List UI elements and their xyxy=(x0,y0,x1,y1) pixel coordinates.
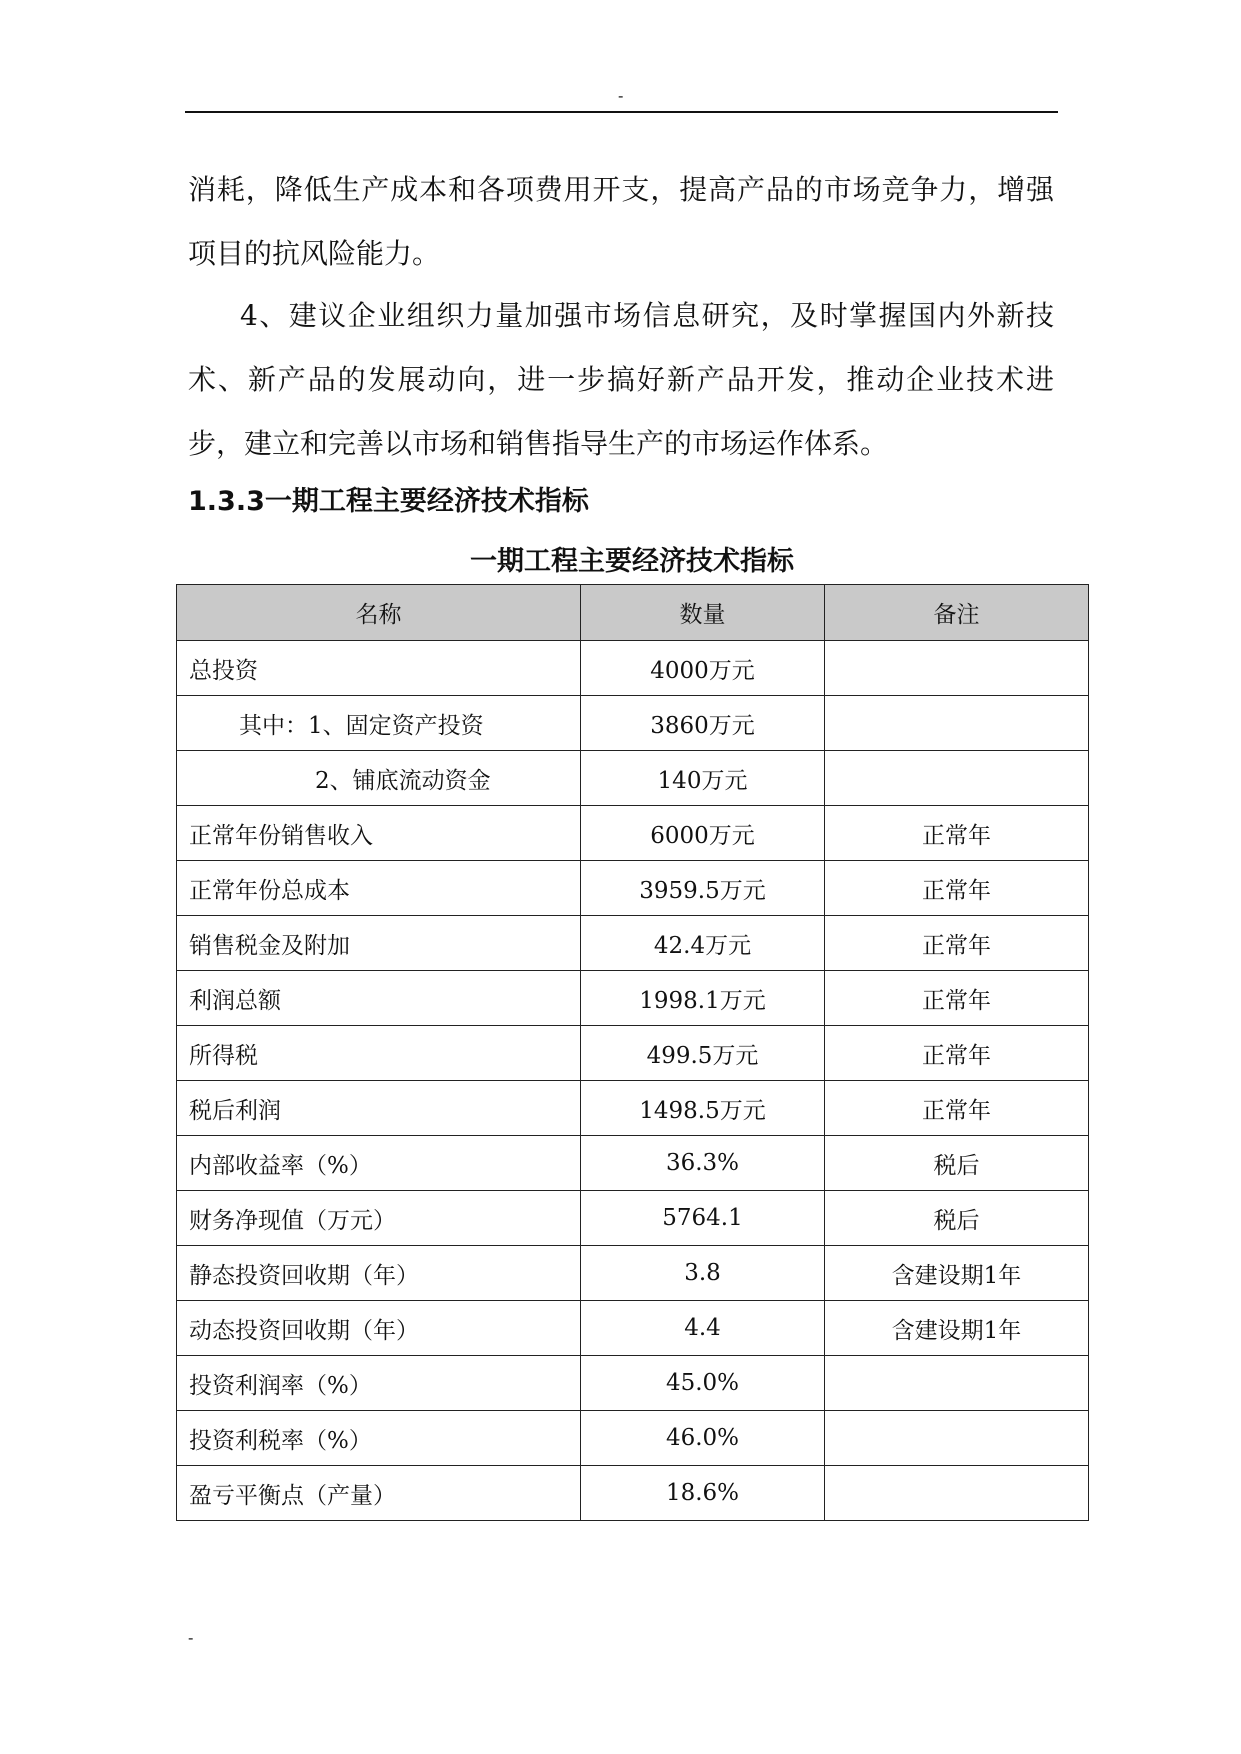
row-note xyxy=(825,751,1089,806)
row-quantity: 18.6% xyxy=(581,1466,825,1521)
table-row xyxy=(177,1466,1089,1521)
row-quantity: 45.0% xyxy=(581,1356,825,1411)
row-name: 销售税金及附加 xyxy=(177,916,581,971)
table-row xyxy=(177,1246,1089,1301)
row-name: 其中：1、固定资产投资 xyxy=(177,696,581,751)
row-name: 正常年份销售收入 xyxy=(177,806,581,861)
row-name: 动态投资回收期（年） xyxy=(177,1301,581,1356)
section-heading: 1.3.3一期工程主要经济技术指标 xyxy=(188,486,589,517)
row-quantity: 3.8 xyxy=(581,1246,825,1301)
row-name: 财务净现值（万元） xyxy=(177,1191,581,1246)
row-name: 利润总额 xyxy=(177,971,581,1026)
paragraph: 4、建议企业组织力量加强市场信息研究，及时掌握国内外新技术、新产品的发展动向，进一步搞好新产品开发，推动企业技术进步，建立和完善以市场和销售指导生产的市场运作体系。 xyxy=(188,299,1054,460)
row-note xyxy=(825,1356,1089,1411)
header-rule xyxy=(185,111,1058,113)
row-name: 静态投资回收期（年） xyxy=(177,1246,581,1301)
table-row xyxy=(177,1026,1089,1081)
paragraph: 消耗，降低生产成本和各项费用开支，提高产品的市场竞争力，增强项目的抗风险能力。 xyxy=(188,173,1054,270)
row-quantity: 36.3% xyxy=(581,1136,825,1191)
row-note: 含建设期1年 xyxy=(825,1246,1089,1301)
row-note: 正常年 xyxy=(825,916,1089,971)
table-header-row xyxy=(177,585,1089,641)
header-note: 备注 xyxy=(825,585,1089,641)
table-row xyxy=(177,916,1089,971)
row-note: 正常年 xyxy=(825,1081,1089,1136)
table-row xyxy=(177,861,1089,916)
table-row xyxy=(177,751,1089,806)
row-name: 内部收益率（%） xyxy=(177,1136,581,1191)
row-quantity: 1998.1万元 xyxy=(581,971,825,1026)
row-quantity: 140万元 xyxy=(581,751,825,806)
row-quantity: 3959.5万元 xyxy=(581,861,825,916)
row-note: 正常年 xyxy=(825,971,1089,1026)
indicators-table xyxy=(176,584,1089,1521)
row-note: 含建设期1年 xyxy=(825,1301,1089,1356)
table-title: 一期工程主要经济技术指标 xyxy=(470,546,794,577)
row-name: 投资利税率（%） xyxy=(177,1411,581,1466)
row-quantity: 499.5万元 xyxy=(581,1026,825,1081)
row-name: 2、铺底流动资金 xyxy=(177,751,581,806)
footer-mark: - xyxy=(188,1628,194,1647)
row-note xyxy=(825,1466,1089,1521)
row-quantity: 5764.1 xyxy=(581,1191,825,1246)
header-mark: - xyxy=(618,86,624,105)
row-note xyxy=(825,1411,1089,1466)
row-note: 正常年 xyxy=(825,861,1089,916)
row-name: 正常年份总成本 xyxy=(177,861,581,916)
table-row xyxy=(177,696,1089,751)
table-row xyxy=(177,1301,1089,1356)
row-note: 正常年 xyxy=(825,1026,1089,1081)
row-name: 盈亏平衡点（产量） xyxy=(177,1466,581,1521)
row-note xyxy=(825,641,1089,696)
row-quantity: 1498.5万元 xyxy=(581,1081,825,1136)
table-row xyxy=(177,641,1089,696)
row-note: 正常年 xyxy=(825,806,1089,861)
row-name: 总投资 xyxy=(177,641,581,696)
header-name: 名称 xyxy=(177,585,581,641)
row-quantity: 42.4万元 xyxy=(581,916,825,971)
row-note xyxy=(825,696,1089,751)
row-quantity: 4.4 xyxy=(581,1301,825,1356)
table-row xyxy=(177,806,1089,861)
table-row xyxy=(177,1411,1089,1466)
row-quantity: 46.0% xyxy=(581,1411,825,1466)
row-note: 税后 xyxy=(825,1136,1089,1191)
table-row xyxy=(177,1136,1089,1191)
table-row xyxy=(177,1081,1089,1136)
row-note: 税后 xyxy=(825,1191,1089,1246)
row-name: 税后利润 xyxy=(177,1081,581,1136)
table-row xyxy=(177,971,1089,1026)
header-quantity: 数量 xyxy=(581,585,825,641)
table-row xyxy=(177,1191,1089,1246)
row-quantity: 4000万元 xyxy=(581,641,825,696)
row-quantity: 6000万元 xyxy=(581,806,825,861)
row-name: 投资利润率（%） xyxy=(177,1356,581,1411)
row-name: 所得税 xyxy=(177,1026,581,1081)
table-row xyxy=(177,1356,1089,1411)
row-quantity: 3860万元 xyxy=(581,696,825,751)
